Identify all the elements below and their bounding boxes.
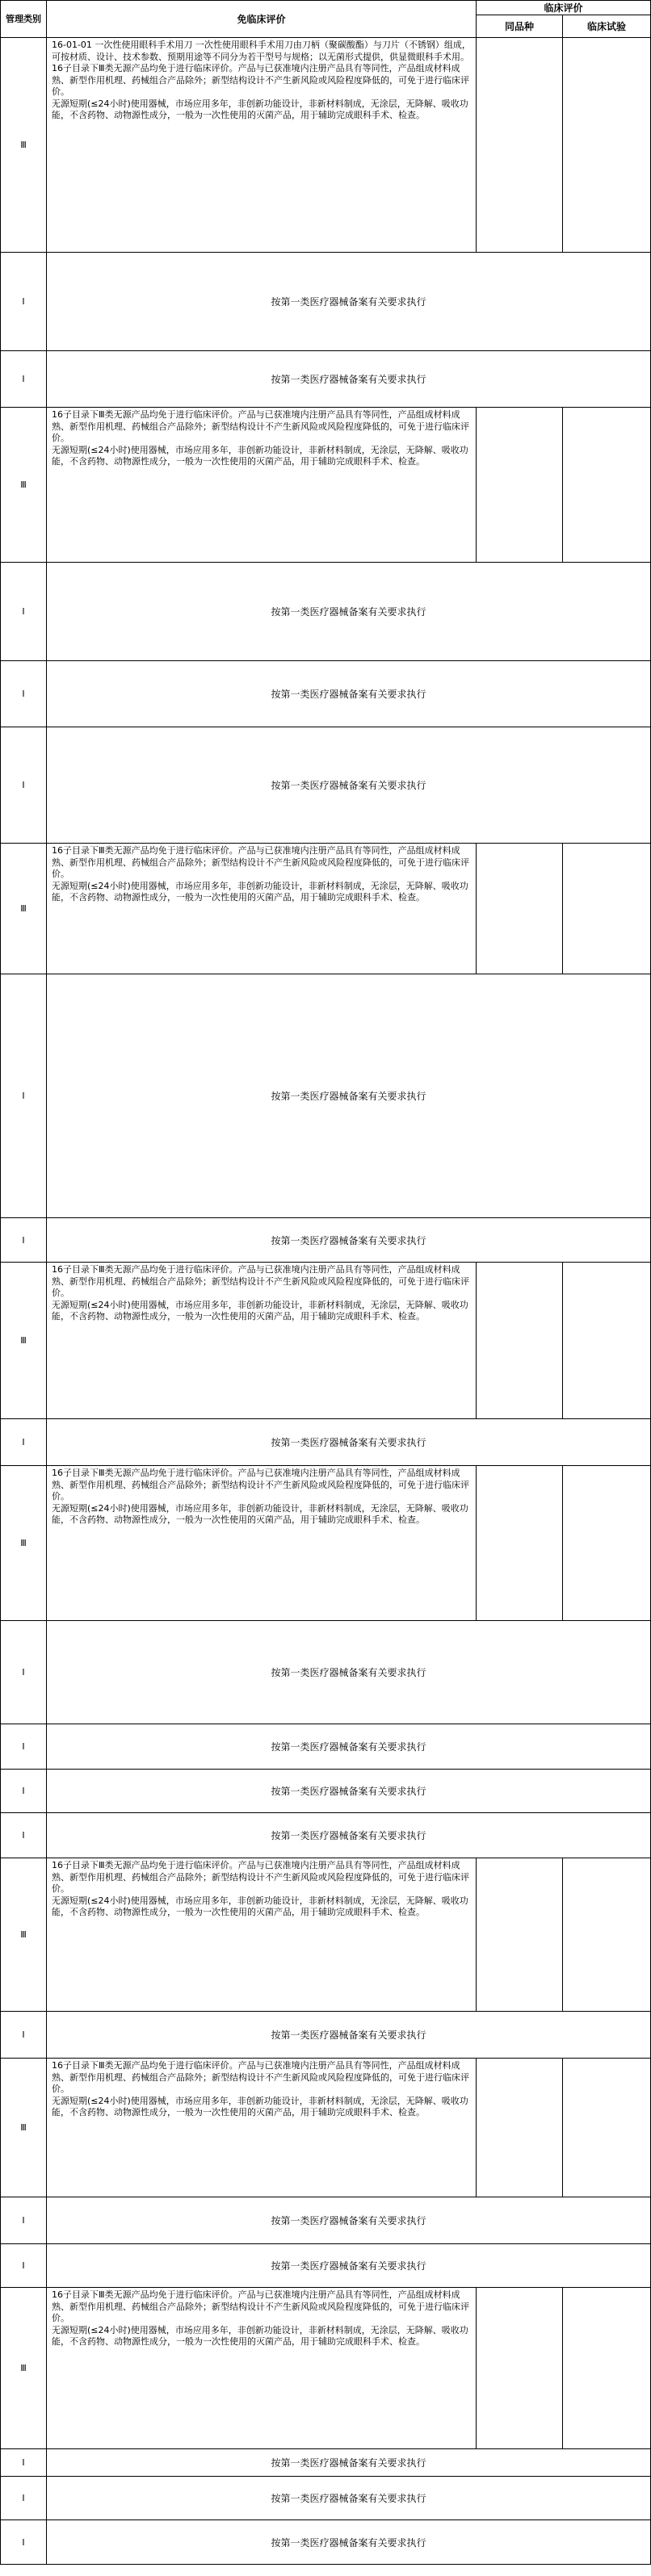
exempt-description-cell: 16子目录下Ⅲ类无源产品均免于进行临床评价。产品与已获准境内注册产品具有等同性，产品组成材料成熟、新型作用机理、药械组合产品除外；新型结构设计不产生新风险或风险程度降低的，可免于进行临床评价。 无源短期(≤24小时)使用器械，市场应用多年，非创新功能设计，非新材料制成，无涂层，无降解、吸收功能，不含药物、动物源性成分，一般为一次性使用的灭菌产品，用于辅助完成眼科手术、检查。 bbox=[47, 2288, 477, 2449]
table-body bbox=[1, 38, 651, 2565]
filing-requirement-cell: 按第一类医疗器械备案有关要求执行 bbox=[47, 253, 651, 351]
same-variety-cell bbox=[477, 844, 563, 974]
table-row bbox=[1, 2244, 651, 2288]
filing-requirement-cell: 按第一类医疗器械备案有关要求执行 bbox=[47, 563, 651, 661]
category-cell: Ⅲ bbox=[1, 408, 47, 563]
filing-requirement-cell: 按第一类医疗器械备案有关要求执行 bbox=[47, 2477, 651, 2520]
clinical-trial-cell bbox=[563, 2059, 651, 2197]
table-row bbox=[1, 1621, 651, 1724]
exempt-description-cell: 16子目录下Ⅲ类无源产品均免于进行临床评价。产品与已获准境内注册产品具有等同性，产品组成材料成熟、新型作用机理、药械组合产品除外；新型结构设计不产生新风险或风险程度降低的，可免于进行临床评价。 无源短期(≤24小时)使用器械，市场应用多年，非创新功能设计，非新材料制成，无涂层，无降解、吸收功能，不含药物、动物源性成分，一般为一次性使用的灭菌产品，用于辅助完成眼科手术、检查。 bbox=[47, 1466, 477, 1621]
table-row bbox=[1, 2520, 651, 2565]
clinical-trial-cell bbox=[563, 2288, 651, 2449]
table-row bbox=[1, 253, 651, 351]
same-variety-cell bbox=[477, 38, 563, 253]
clinical-trial-cell bbox=[563, 1263, 651, 1419]
clinical-trial-cell bbox=[563, 1858, 651, 2012]
filing-requirement-cell: 按第一类医疗器械备案有关要求执行 bbox=[47, 1724, 651, 1770]
category-cell: Ⅲ bbox=[1, 2059, 47, 2197]
exempt-description-cell: 16子目录下Ⅲ类无源产品均免于进行临床评价。产品与已获准境内注册产品具有等同性，产品组成材料成熟、新型作用机理、药械组合产品除外；新型结构设计不产生新风险或风险程度降低的，可免于进行临床评价。 无源短期(≤24小时)使用器械，市场应用多年，非创新功能设计，非新材料制成，无涂层，无降解、吸收功能，不含药物、动物源性成分，一般为一次性使用的灭菌产品，用于辅助完成眼科手术、检查。 bbox=[47, 2059, 477, 2197]
category-cell: Ⅰ bbox=[1, 2244, 47, 2288]
filing-requirement-cell: 按第一类医疗器械备案有关要求执行 bbox=[47, 2244, 651, 2288]
filing-requirement-cell: 按第一类医疗器械备案有关要求执行 bbox=[47, 2449, 651, 2477]
header-clinical-trial: 临床试验 bbox=[563, 15, 651, 38]
header-exempt: 免临床评价 bbox=[47, 1, 477, 38]
header-clinical-eval: 临床评价 bbox=[477, 1, 651, 15]
table-row bbox=[1, 38, 651, 253]
category-cell: Ⅰ bbox=[1, 1621, 47, 1724]
exempt-description-cell: 16子目录下Ⅲ类无源产品均免于进行临床评价。产品与已获准境内注册产品具有等同性，产品组成材料成熟、新型作用机理、药械组合产品除外；新型结构设计不产生新风险或风险程度降低的，可免于进行临床评价。 无源短期(≤24小时)使用器械，市场应用多年，非创新功能设计，非新材料制成，无涂层，无降解、吸收功能，不含药物、动物源性成分，一般为一次性使用的灭菌产品，用于辅助完成眼科手术、检查。 bbox=[47, 1858, 477, 2012]
header-category: 管理类别 bbox=[1, 1, 47, 38]
table-row bbox=[1, 2012, 651, 2059]
category-cell: Ⅲ bbox=[1, 1858, 47, 2012]
category-cell: Ⅰ bbox=[1, 2477, 47, 2520]
filing-requirement-cell: 按第一类医疗器械备案有关要求执行 bbox=[47, 1419, 651, 1466]
category-cell: Ⅰ bbox=[1, 974, 47, 1218]
same-variety-cell bbox=[477, 1466, 563, 1621]
category-cell: Ⅰ bbox=[1, 351, 47, 408]
filing-requirement-cell: 按第一类医疗器械备案有关要求执行 bbox=[47, 974, 651, 1218]
category-cell: Ⅰ bbox=[1, 1218, 47, 1263]
same-variety-cell bbox=[477, 1858, 563, 2012]
category-cell: Ⅰ bbox=[1, 2449, 47, 2477]
exempt-description-cell: 16子目录下Ⅲ类无源产品均免于进行临床评价。产品与已获准境内注册产品具有等同性，产品组成材料成熟、新型作用机理、药械组合产品除外；新型结构设计不产生新风险或风险程度降低的，可免于进行临床评价。 无源短期(≤24小时)使用器械，市场应用多年，非创新功能设计，非新材料制成，无涂层，无降解、吸收功能，不含药物、动物源性成分，一般为一次性使用的灭菌产品，用于辅助完成眼科手术、检查。 bbox=[47, 1263, 477, 1419]
filing-requirement-cell: 按第一类医疗器械备案有关要求执行 bbox=[47, 1813, 651, 1858]
table-row bbox=[1, 2288, 651, 2449]
category-cell: Ⅲ bbox=[1, 2288, 47, 2449]
filing-requirement-cell: 按第一类医疗器械备案有关要求执行 bbox=[47, 1770, 651, 1813]
category-cell: Ⅰ bbox=[1, 1419, 47, 1466]
clinical-trial-cell bbox=[563, 408, 651, 563]
table-row bbox=[1, 2059, 651, 2197]
exempt-description-cell: 16子目录下Ⅲ类无源产品均免于进行临床评价。产品与已获准境内注册产品具有等同性，产品组成材料成熟、新型作用机理、药械组合产品除外；新型结构设计不产生新风险或风险程度降低的，可免于进行临床评价。 无源短期(≤24小时)使用器械，市场应用多年，非创新功能设计，非新材料制成，无涂层，无降解、吸收功能，不含药物、动物源性成分，一般为一次性使用的灭菌产品，用于辅助完成眼科手术、检查。 bbox=[47, 408, 477, 563]
header-same-variety: 同品种 bbox=[477, 15, 563, 38]
filing-requirement-cell: 按第一类医疗器械备案有关要求执行 bbox=[47, 2520, 651, 2565]
table-row bbox=[1, 661, 651, 727]
table-row bbox=[1, 1419, 651, 1466]
table-row bbox=[1, 351, 651, 408]
table-row bbox=[1, 563, 651, 661]
category-cell: Ⅰ bbox=[1, 253, 47, 351]
table-row bbox=[1, 1770, 651, 1813]
table-row bbox=[1, 408, 651, 563]
table-row bbox=[1, 727, 651, 844]
category-cell: Ⅰ bbox=[1, 2197, 47, 2244]
table-row bbox=[1, 1218, 651, 1263]
filing-requirement-cell: 按第一类医疗器械备案有关要求执行 bbox=[47, 1218, 651, 1263]
category-cell: Ⅰ bbox=[1, 1813, 47, 1858]
table-row bbox=[1, 2477, 651, 2520]
filing-requirement-cell: 按第一类医疗器械备案有关要求执行 bbox=[47, 1621, 651, 1724]
exempt-description-cell: 16-01-01 一次性使用眼科手术用刀 一次性使用眼科手术用刀由刀柄（聚碳酸酯）与刀片（不锈钢）组成，可按材质、设计、技术参数、预期用途等不同分为若干型号与规格；以无菌形式提供，供显微眼科手术用。 16子目录下Ⅲ类无源产品均免于进行临床评价。产品与已获准境内注册产品具有等同性，产品组成材料成熟、新型作用机理、药械组合产品除外；新型结构设计不产生新风险或风险程度降低的，可免于进行临床评价。 无源短期(≤24小时)使用器械，市场应用多年，非创新功能设计，非新材料制成，无涂层，无降解、吸收功能，不含药物、动物源性成分，一般为一次性使用的灭菌产品，用于辅助完成眼科手术、检查。 bbox=[47, 38, 477, 253]
clinical-trial-cell bbox=[563, 1466, 651, 1621]
category-cell: Ⅰ bbox=[1, 661, 47, 727]
category-cell: Ⅰ bbox=[1, 1724, 47, 1770]
same-variety-cell bbox=[477, 2288, 563, 2449]
exempt-description-cell: 16子目录下Ⅲ类无源产品均免于进行临床评价。产品与已获准境内注册产品具有等同性，产品组成材料成熟、新型作用机理、药械组合产品除外；新型结构设计不产生新风险或风险程度降低的，可免于进行临床评价。 无源短期(≤24小时)使用器械，市场应用多年，非创新功能设计，非新材料制成，无涂层，无降解、吸收功能，不含药物、动物源性成分，一般为一次性使用的灭菌产品，用于辅助完成眼科手术、检查。 bbox=[47, 844, 477, 974]
category-cell: Ⅲ bbox=[1, 1466, 47, 1621]
category-cell: Ⅰ bbox=[1, 563, 47, 661]
table-row bbox=[1, 1858, 651, 2012]
category-cell: Ⅲ bbox=[1, 844, 47, 974]
same-variety-cell bbox=[477, 2059, 563, 2197]
category-cell: Ⅰ bbox=[1, 2012, 47, 2059]
table-row bbox=[1, 1813, 651, 1858]
table-row bbox=[1, 844, 651, 974]
clinical-trial-cell bbox=[563, 38, 651, 253]
table-row bbox=[1, 974, 651, 1218]
filing-requirement-cell: 按第一类医疗器械备案有关要求执行 bbox=[47, 351, 651, 408]
category-cell: Ⅰ bbox=[1, 2520, 47, 2565]
table-row bbox=[1, 2449, 651, 2477]
category-cell: Ⅲ bbox=[1, 38, 47, 253]
table-row bbox=[1, 1466, 651, 1621]
category-cell: Ⅰ bbox=[1, 1770, 47, 1813]
category-cell: Ⅰ bbox=[1, 727, 47, 844]
filing-requirement-cell: 按第一类医疗器械备案有关要求执行 bbox=[47, 2197, 651, 2244]
filing-requirement-cell: 按第一类医疗器械备案有关要求执行 bbox=[47, 727, 651, 844]
table-row bbox=[1, 1263, 651, 1419]
same-variety-cell bbox=[477, 408, 563, 563]
filing-requirement-cell: 按第一类医疗器械备案有关要求执行 bbox=[47, 661, 651, 727]
category-cell: Ⅲ bbox=[1, 1263, 47, 1419]
table-row bbox=[1, 2197, 651, 2244]
filing-requirement-cell: 按第一类医疗器械备案有关要求执行 bbox=[47, 2012, 651, 2059]
table-row bbox=[1, 1724, 651, 1770]
same-variety-cell bbox=[477, 1263, 563, 1419]
clinical-trial-cell bbox=[563, 844, 651, 974]
